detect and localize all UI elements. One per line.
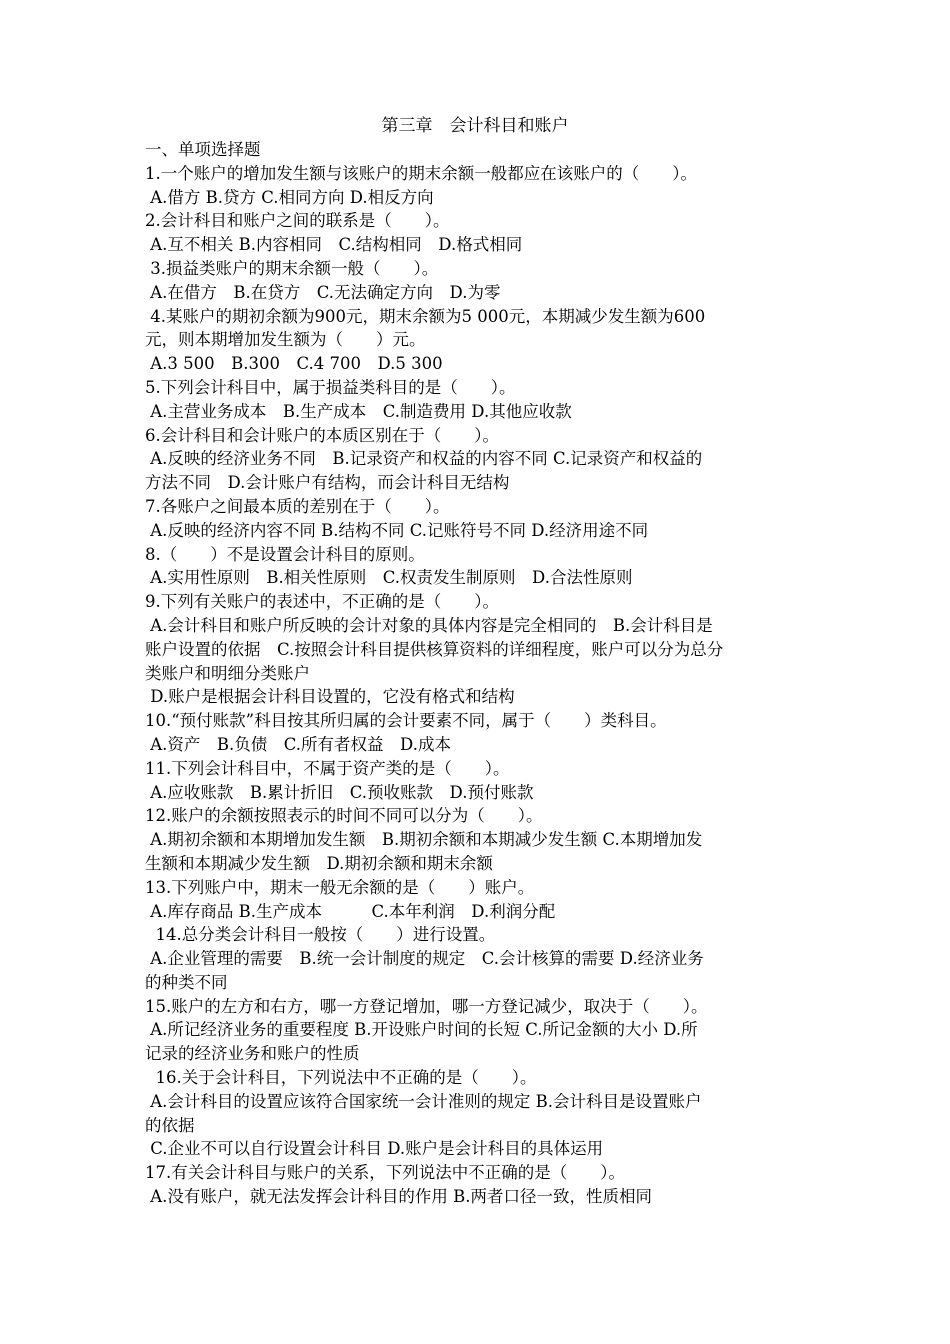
text-line: 14.总分类会计科目一般按（ ）进行设置。 <box>145 925 496 945</box>
text-line: 方法不同 D.会计账户有结构，而会计科目无结构 <box>145 473 510 493</box>
text-line: A.主营业务成本 B.生产成本 C.制造费用 D.其他应收款 <box>145 401 572 421</box>
text-line: 17.有关会计科目与账户的关系，下列说法中不正确的是（ ）。 <box>145 1163 625 1183</box>
text-line: A.企业管理的需要 B.统一会计制度的规定 C.会计核算的需要 D.经济业务 <box>145 949 704 969</box>
text-line: 生额和本期减少发生额 D.期初余额和期末余额 <box>145 853 493 873</box>
text-line: 1.一个账户的增加发生额与该账户的期末余额一般都应在该账户的（ ）。 <box>145 163 697 183</box>
text-line: A.反映的经济业务不同 B.记录资产和权益的内容不同 C.记录资产和权益的 <box>145 449 703 469</box>
text-line: A.会计科目的设置应该符合国家统一会计准则的规定 B.会计科目是设置账户 <box>145 1091 702 1111</box>
chapter-title: 第三章 会计科目和账户 <box>381 116 569 136</box>
text-line: 12.账户的余额按照表示的时间不同可以分为（ ）。 <box>145 806 543 826</box>
text-line: 11.下列会计科目中，不属于资产类的是（ ）。 <box>145 758 510 778</box>
text-line: A.借方 B.贷方 C.相同方向 D.相反方向 <box>145 187 434 207</box>
text-line: 类账户和明细分类账户 <box>145 663 310 683</box>
text-line: 8.（ ）不是设置会计科目的原则。 <box>145 544 425 564</box>
text-line: 3.损益类账户的期末余额一般（ ）。 <box>145 258 439 278</box>
text-line: 5.下列会计科目中，属于损益类科目的是（ ）。 <box>145 377 516 397</box>
text-line: 一、单项选择题 <box>145 140 261 159</box>
text-line: 9.下列有关账户的表述中，不正确的是（ ）。 <box>145 592 499 612</box>
text-line: 6.会计科目和会计账户的本质区别在于（ ）。 <box>145 425 499 445</box>
text-line: 的依据 <box>145 1115 195 1135</box>
text-line: D.账户是根据会计科目设置的，它没有格式和结构 <box>145 687 515 707</box>
text-line: 13.下列账户中，期末一般无余额的是（ ）账户。 <box>145 877 535 897</box>
text-line: A.库存商品 B.生产成本 C.本年利润 D.利润分配 <box>145 901 556 921</box>
text-line: A.3 500 B.300 C.4 700 D.5 300 <box>145 354 443 374</box>
text-line: 4.某账户的期初余额为900元，期末余额为5 000元，本期减少发生额为600 <box>145 306 706 326</box>
text-line: 7.各账户之间最本质的差别在于（ ）。 <box>145 496 450 516</box>
text-line: 元，则本期增加发生额为（ ）元。 <box>145 330 426 350</box>
text-line: A.在借方 B.在贷方 C.无法确定方向 D.为零 <box>145 282 501 302</box>
text-line: C.企业不可以自行设置会计科目 D.账户是会计科目的具体运用 <box>145 1139 604 1159</box>
text-line: A.互不相关 B.内容相同 C.结构相同 D.格式相同 <box>145 235 523 255</box>
text-line: A.期初余额和本期增加发生额 B.期初余额和本期减少发生额 C.本期增加发 <box>145 830 703 850</box>
text-line: 的种类不同 <box>145 972 228 992</box>
text-line: A.实用性原则 B.相关性原则 C.权责发生制原则 D.合法性原则 <box>145 568 633 588</box>
text-line: 账户设置的依据 C.按照会计科目提供核算资料的详细程度，账户可以分为总分 <box>145 639 724 659</box>
text-line: A.所记经济业务的重要程度 B.开设账户时间的长短 C.所记金额的大小 D.所 <box>145 1020 698 1040</box>
text-line: 15.账户的左方和右方，哪一方登记增加，哪一方登记减少，取决于（ ）。 <box>145 996 708 1016</box>
text-line: A.应收账款 B.累计折旧 C.预收账款 D.预付账款 <box>145 782 534 802</box>
text-line: A.会计科目和账户所反映的会计对象的具体内容是完全相同的 B.会计科目是 <box>145 615 713 635</box>
text-line: 2.会计科目和账户之间的联系是（ ）。 <box>145 211 450 231</box>
text-line: 16.关于会计科目，下列说法中不正确的是（ ）。 <box>145 1068 537 1088</box>
text-line: 10.“预付账款”科目按其所归属的会计要素不同，属于（ ）类科目。 <box>145 711 667 731</box>
text-line: 记录的经济业务和账户的性质 <box>145 1044 360 1064</box>
text-line: A.资产 B.负债 C.所有者权益 D.成本 <box>145 734 451 754</box>
text-line: A.反映的经济内容不同 B.结构不同 C.记账符号不同 D.经济用途不同 <box>145 520 649 540</box>
text-line: A.没有账户，就无法发挥会计科目的作用 B.两者口径一致，性质相同 <box>145 1187 653 1207</box>
question-list <box>145 138 813 1209</box>
